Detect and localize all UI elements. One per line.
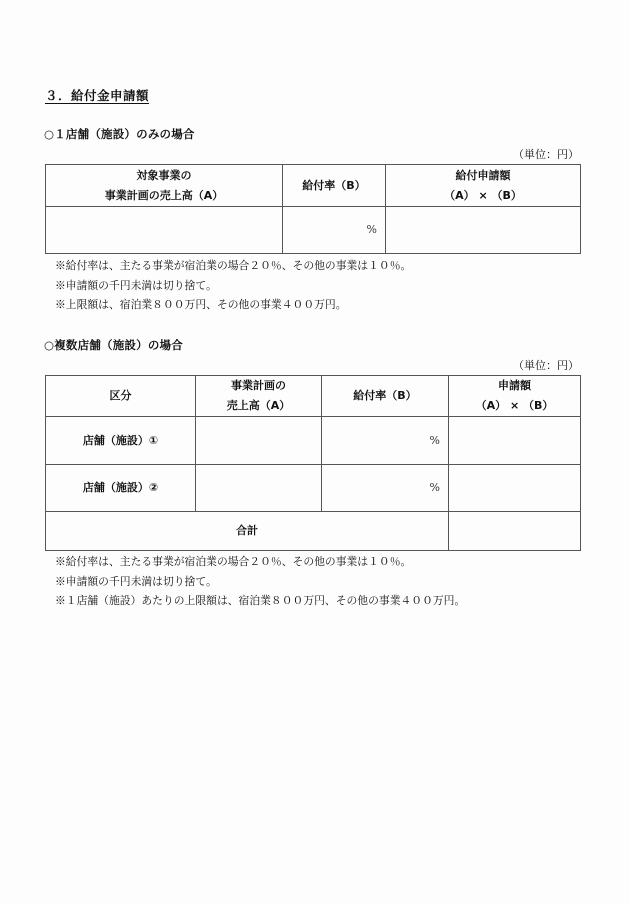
multi-store-table (45, 375, 581, 551)
header-amount (449, 376, 581, 417)
header-sales (196, 376, 322, 417)
header-sales-line1: 対象事業の (136, 168, 192, 182)
single-store-unit-label: （単位：円） (513, 148, 579, 161)
note-rate: ※給付率は、主たる事業が宿泊業の場合２０％、その他の事業は１０％。 (55, 555, 412, 568)
multi-store-unit-label: （単位：円） (513, 359, 579, 372)
single-store-table (45, 164, 581, 254)
store-1-amount-input-cell[interactable] (449, 417, 581, 465)
header-amount-line1: 給付申請額 (455, 168, 511, 182)
store-1-sales-input-cell[interactable] (196, 417, 322, 465)
section-title: ３．給付金申請額 (45, 88, 150, 103)
store-1-label: 店舗（施設）① (46, 417, 196, 465)
table-row (46, 207, 581, 254)
store-2-rate-input-cell[interactable]: % (322, 465, 449, 512)
total-label: 合計 (46, 512, 449, 551)
note-rate: ※給付率は、主たる事業が宿泊業の場合２０％、その他の事業は１０％。 (55, 259, 412, 272)
total-amount-input-cell[interactable] (449, 512, 581, 551)
header-rate: 給付率（B） (322, 376, 449, 417)
rate-input-cell[interactable]: % (283, 207, 386, 254)
multi-store-notes (55, 552, 465, 611)
header-category: 区分 (46, 376, 196, 417)
total-row (46, 512, 581, 551)
single-store-heading: ○１店舗（施設）のみの場合 (44, 127, 195, 141)
note-rounding: ※申請額の千円未満は切り捨て。 (55, 574, 217, 588)
store-2-amount-input-cell[interactable] (449, 465, 581, 512)
store-1-rate-input-cell[interactable]: % (322, 417, 449, 465)
table-row (46, 465, 581, 512)
multi-store-heading: ○複数店舗（施設）の場合 (44, 338, 183, 352)
note-limit-per-store: ※１店舗（施設）あたりの上限額は、宿泊業８００万円、その他の事業４００万円。 (55, 594, 466, 607)
header-sales-line1: 事業計画の (231, 379, 286, 392)
note-rounding: ※申請額の千円未満は切り捨て。 (55, 278, 217, 292)
header-amount-line2: （A） × （B） (475, 399, 554, 412)
header-sales-line2: 売上高（A） (226, 399, 291, 412)
table-header-row (46, 165, 581, 207)
header-amount-line2: （A） × （B） (444, 188, 522, 202)
table-row (46, 417, 581, 465)
header-sales (46, 165, 283, 207)
store-2-sales-input-cell[interactable] (196, 465, 322, 512)
table-header-row (46, 376, 581, 417)
header-rate: 給付率（B） (283, 165, 386, 207)
single-store-notes (55, 256, 411, 315)
header-amount (386, 165, 581, 207)
sales-input-cell[interactable] (46, 207, 283, 254)
header-sales-line2: 事業計画の売上高（A） (104, 188, 224, 202)
amount-input-cell[interactable] (386, 207, 581, 254)
store-2-label: 店舗（施設）② (46, 465, 196, 512)
note-limit: ※上限額は、宿泊業８００万円、その他の事業４００万円。 (55, 298, 347, 311)
header-amount-line1: 申請額 (498, 379, 531, 392)
